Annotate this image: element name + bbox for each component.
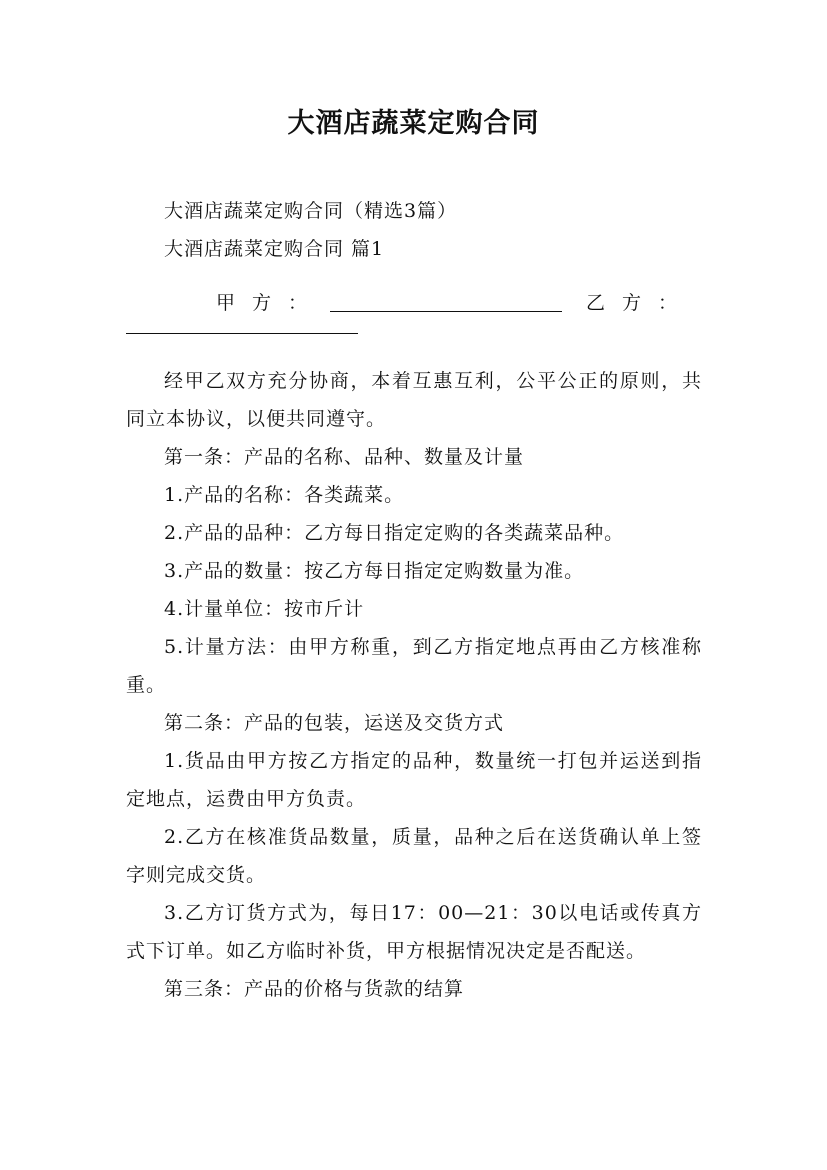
party-b-blank-row (126, 322, 702, 362)
party-b-blank (126, 332, 358, 334)
part-heading: 大酒店蔬菜定购合同 篇1 (164, 238, 385, 260)
article-1-item-5: 5.计量方法：由甲方称重，到乙方指定地点再由乙方核准称重。 (126, 636, 702, 696)
article-2-item-2: 2.乙方在核准货品数量，质量，品种之后在送货确认单上签字则完成交货。 (126, 826, 702, 886)
document-body (126, 192, 702, 1008)
article-3-heading: 第三条：产品的价格与货款的结算 (164, 978, 465, 1000)
article-1-item-4: 4.计量单位：按市斤计 (164, 598, 365, 620)
party-line (126, 268, 702, 322)
article-1-heading: 第一条：产品的名称、品种、数量及计量 (164, 446, 525, 468)
document-title: 大酒店蔬菜定购合同 (287, 108, 540, 139)
party-b-label: 乙方： (586, 292, 678, 314)
article-1-item-3: 3.产品的数量：按乙方每日指定定购数量为准。 (164, 560, 585, 582)
party-a-blank (330, 310, 562, 312)
article-2-item-3: 3.乙方订货方式为，每日17：00—21：30以电话或传真方式下订单。如乙方临时补货，甲方根据情况决定是否配送。 (126, 902, 702, 962)
subtitle: 大酒店蔬菜定购合同（精选3篇） (164, 200, 458, 222)
article-1-item-2: 2.产品的品种：乙方每日指定定购的各类蔬菜品种。 (164, 522, 625, 544)
article-1-item-1: 1.产品的名称：各类蔬菜。 (164, 484, 405, 506)
article-2-item-1: 1.货品由甲方按乙方指定的品种，数量统一打包并运送到指定地点，运费由甲方负责。 (126, 750, 702, 810)
paragraph-intro: 经甲乙双方充分协商，本着互惠互利，公平公正的原则，共同立本协议，以便共同遵守。 (126, 370, 702, 430)
article-2-heading: 第二条：产品的包装，运送及交货方式 (164, 712, 505, 734)
party-a-label: 甲方： (216, 292, 308, 314)
